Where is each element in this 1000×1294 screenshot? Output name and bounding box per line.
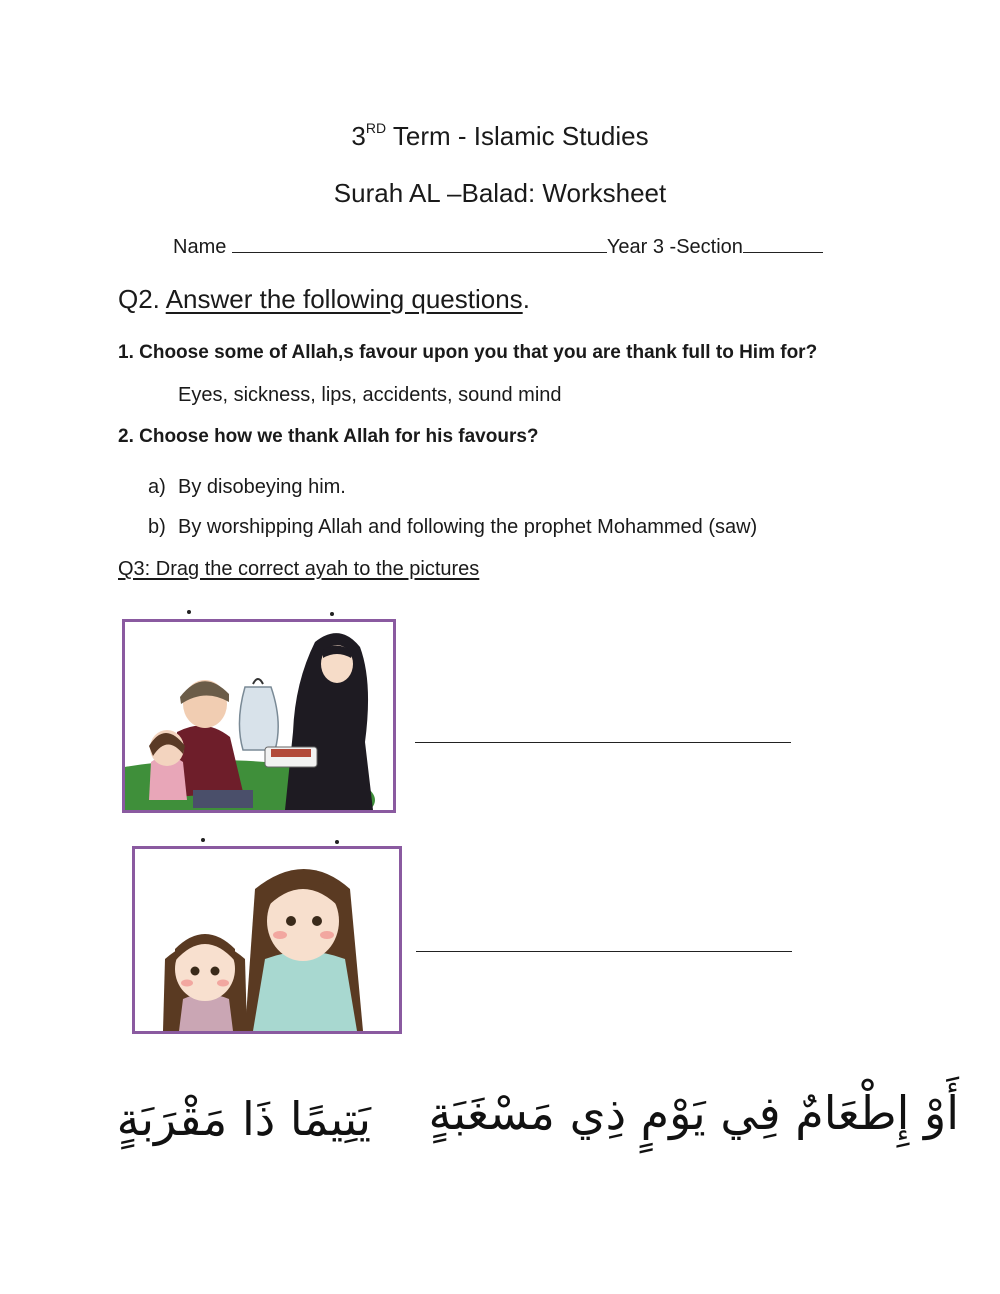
- worksheet-term-title: [0, 120, 1000, 152]
- q2-heading: Q2. Answer the following questions.: [118, 284, 530, 314]
- worksheet-subtitle: Surah AL –Balad: Worksheet: [333, 178, 667, 208]
- answer-blank-1[interactable]: [415, 742, 791, 743]
- pin-dot: [201, 838, 205, 842]
- question-1: 1. Choose some of Allah,s favour upon you that you are thank full to Him for?: [118, 342, 818, 363]
- option-b-letter: b): [148, 516, 166, 538]
- option-b-text: By worshipping Allah and following the prophet Mohammed (saw): [178, 516, 758, 538]
- year-section-label: Year 3 -Section: [606, 236, 743, 258]
- section-blank[interactable]: [743, 252, 823, 253]
- pin-dot: [330, 612, 334, 616]
- q3-heading: Q3: Drag the correct ayah to the pictures: [118, 558, 480, 580]
- option-a-letter: a): [148, 476, 166, 498]
- charity-illustration: [125, 622, 393, 810]
- picture-woman-giving-food-to-children[interactable]: [122, 619, 396, 813]
- answer-blank-2[interactable]: [416, 951, 792, 952]
- name-label: Name: [173, 236, 232, 258]
- name-row: [173, 236, 823, 259]
- term-ordinal: RD: [365, 120, 387, 136]
- pin-dot: [187, 610, 191, 614]
- term-title-text: Term - Islamic Studies: [386, 121, 649, 151]
- ayah-card-left[interactable]: يَتِيمًا ذَا مَقْرَبَةٍ: [116, 1092, 371, 1146]
- ayah-card-right[interactable]: أَوْ إِطْعَامٌ فِي يَوْمٍ ذِي مَسْغَبَةٍ: [428, 1086, 959, 1140]
- q2-number: Q2.: [118, 284, 166, 314]
- pin-dot: [335, 840, 339, 844]
- question-1-choices[interactable]: Eyes, sickness, lips, accidents, sound mind: [178, 384, 562, 406]
- question-2: 2. Choose how we thank Allah for his favours?: [118, 426, 539, 447]
- picture-two-sisters[interactable]: [132, 846, 402, 1034]
- q2-title: Answer the following questions: [165, 284, 523, 314]
- option-a-text: By disobeying him.: [178, 476, 346, 498]
- name-blank[interactable]: [232, 252, 607, 253]
- term-number: 3: [351, 121, 366, 151]
- option-b[interactable]: [148, 516, 758, 539]
- option-a[interactable]: [148, 476, 346, 499]
- sisters-illustration: [135, 849, 399, 1031]
